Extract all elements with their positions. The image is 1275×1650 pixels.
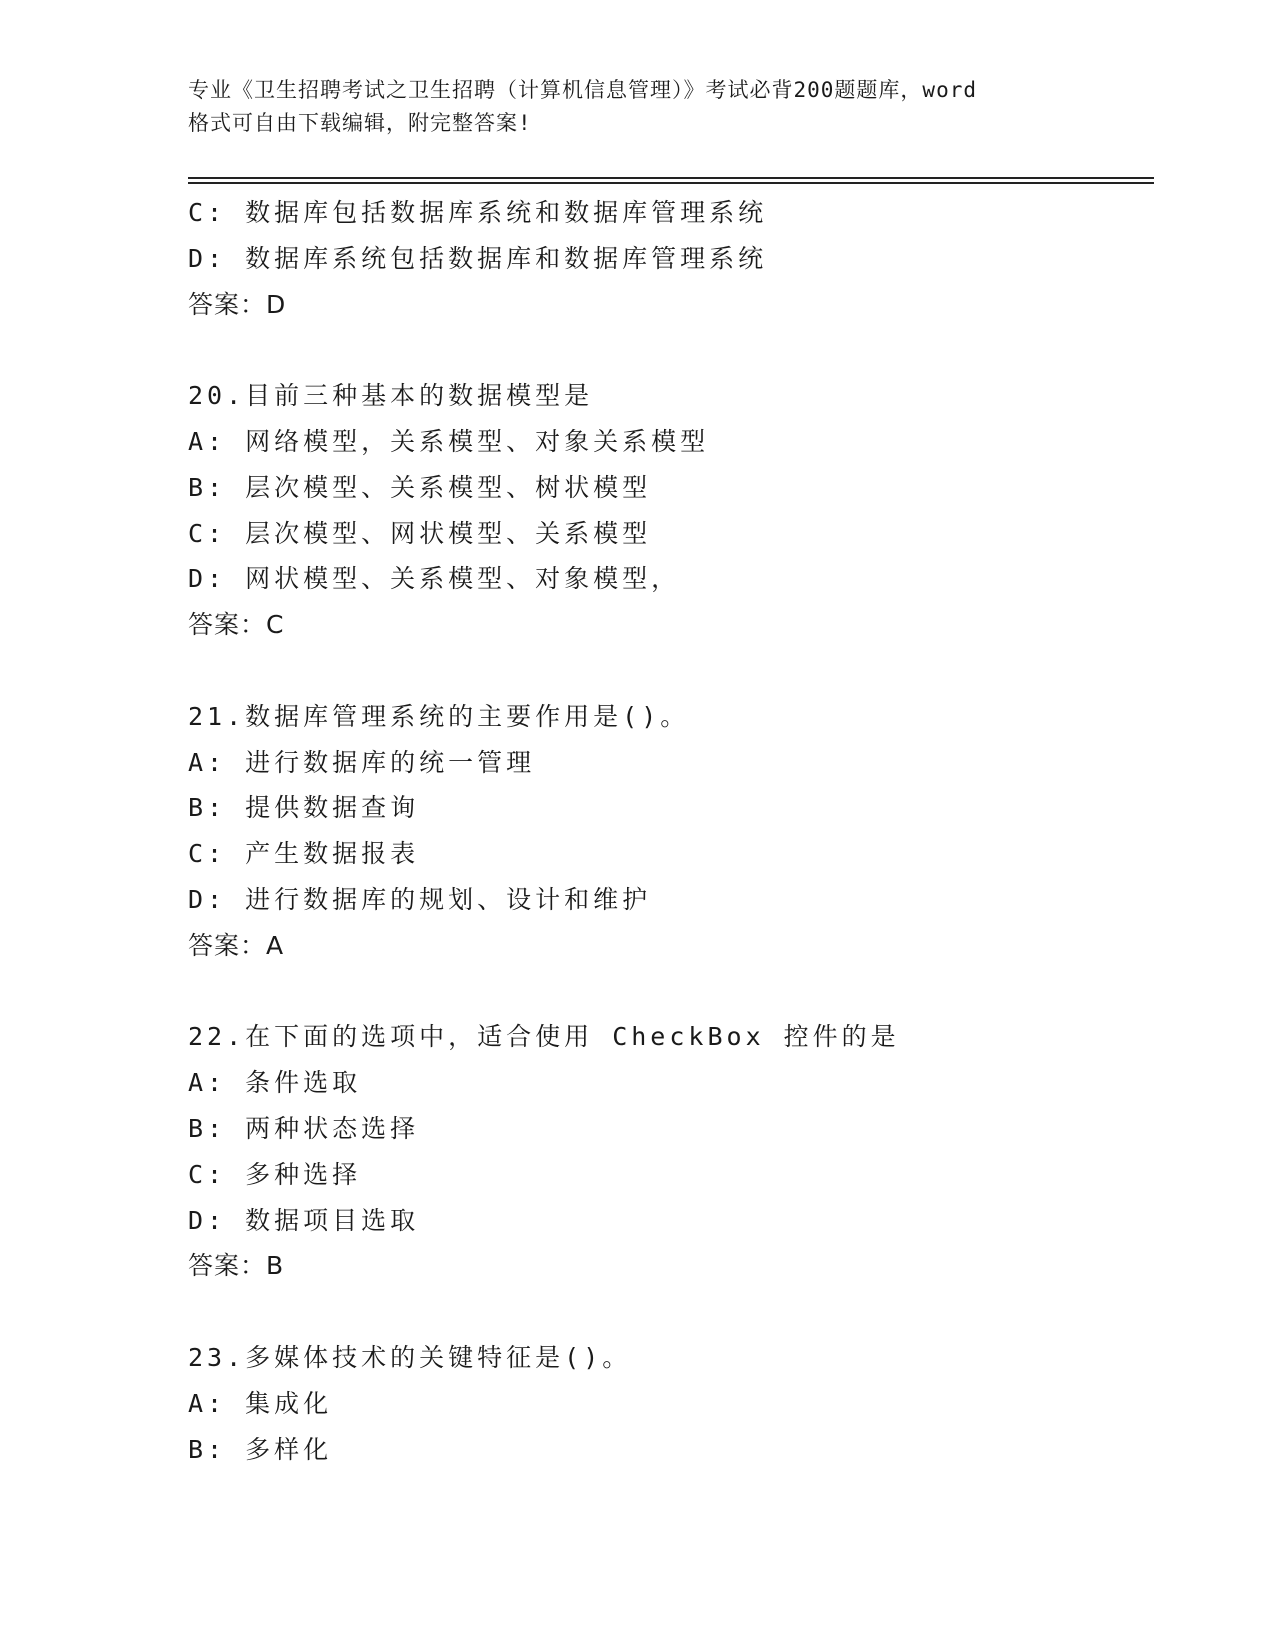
spacer — [188, 969, 1154, 1015]
option-c: C: 层次模型、网状模型、关系模型 — [188, 518, 652, 548]
question-title: 23.多媒体技术的关键特征是()。 — [188, 1342, 632, 1372]
header-divider-bottom — [188, 182, 1154, 184]
option-a: A: 集成化 — [188, 1388, 333, 1418]
answer: 答案：A — [188, 930, 285, 960]
question-title: 20.目前三种基本的数据模型是 — [188, 381, 594, 411]
option-b: B: 多样化 — [188, 1434, 333, 1464]
option-c: C: 多种选择 — [188, 1159, 362, 1189]
option-d: D: 数据项目选取 — [188, 1205, 420, 1235]
question-title: 21.数据库管理系统的主要作用是()。 — [188, 701, 690, 731]
option-d: D: 进行数据库的规划、设计和维护 — [188, 884, 652, 914]
option-a: A: 进行数据库的统一管理 — [188, 747, 536, 777]
answer: 答案：B — [188, 1251, 285, 1281]
option-a: A: 条件选取 — [188, 1068, 362, 1098]
header-line-1: 专业《卫生招聘考试之卫生招聘（计算机信息管理）》考试必背200题题库，word — [188, 78, 977, 102]
header-divider-top — [188, 177, 1154, 179]
document-header — [188, 74, 1088, 140]
option-c: C: 数据库包括数据库系统和数据库管理系统 — [188, 198, 768, 227]
option-d: D: 网状模型、关系模型、对象模型， — [188, 564, 681, 594]
spacer — [188, 1289, 1154, 1335]
option-c: C: 产生数据报表 — [188, 839, 420, 869]
question-list — [188, 190, 1154, 1472]
spacer — [188, 327, 1154, 373]
answer: 答案：C — [188, 610, 285, 640]
spacer — [188, 648, 1154, 694]
option-d: D: 数据库系统包括数据库和数据库管理系统 — [188, 243, 768, 273]
question-title: 22.在下面的选项中，适合使用 CheckBox 控件的是 — [188, 1022, 900, 1052]
option-a: A: 网络模型，关系模型、对象关系模型 — [188, 426, 710, 456]
header-line-2: 格式可自由下载编辑，附完整答案! — [188, 111, 532, 135]
answer: 答案：D — [188, 289, 287, 319]
option-b: B: 两种状态选择 — [188, 1113, 420, 1143]
option-b: B: 层次模型、关系模型、树状模型 — [188, 472, 652, 502]
option-b: B: 提供数据查询 — [188, 793, 420, 823]
